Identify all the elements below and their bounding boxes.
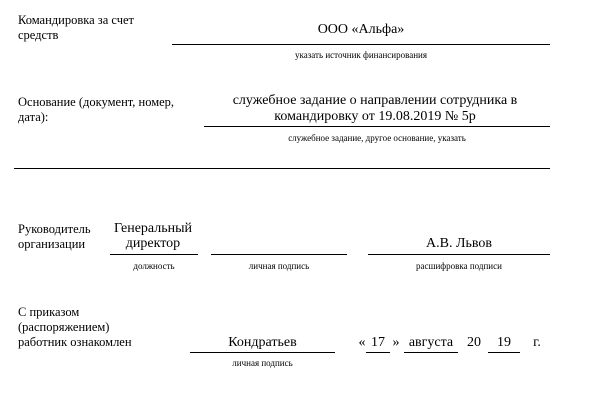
ack-signature-value: Кондратьев xyxy=(228,335,297,350)
basis-value-line2: командировку от 19.08.2019 № 5р xyxy=(274,109,476,124)
date-day-value: 17 xyxy=(371,335,385,350)
date-year-prefix: 20 xyxy=(467,335,481,350)
ack-label-line1: С приказом xyxy=(18,305,80,319)
head-label-line1: Руководитель xyxy=(18,222,91,236)
date-quote-close: » xyxy=(392,335,400,350)
basis-label-line1: Основание (документ, номер, xyxy=(18,95,175,109)
date-year-value: 19 xyxy=(497,335,511,350)
head-label-line2: организации xyxy=(18,237,86,251)
head-position-line xyxy=(110,254,198,255)
basis-hint: служебное задание, другое основание, указать xyxy=(288,133,466,143)
funding-source-line xyxy=(172,44,550,45)
head-signature-line xyxy=(211,254,347,255)
head-position-line2: директор xyxy=(125,236,181,251)
ack-label-line2: (распоряжением) xyxy=(18,320,110,334)
funding-label-line2: средств xyxy=(18,28,59,42)
head-name-hint: расшифровка подписи xyxy=(416,261,502,271)
date-year-unit: г. xyxy=(533,335,541,350)
basis-label-line2: дата): xyxy=(18,110,49,124)
funding-source-hint: указать источник финансирования xyxy=(295,50,427,60)
date-year-line xyxy=(488,352,520,353)
head-signature-hint: личная подпись xyxy=(248,261,310,271)
head-position-hint: должность xyxy=(133,261,175,271)
head-name-line xyxy=(368,254,550,255)
date-month-value: августа xyxy=(408,335,454,350)
funding-label-line1: Командировка за счет xyxy=(18,13,135,27)
basis-value-line1: служебное задание о направлении сотрудника в xyxy=(232,93,518,108)
funding-source-value: ООО «Альфа» xyxy=(317,22,405,37)
ack-signature-line xyxy=(190,352,335,353)
basis-extra-line xyxy=(14,168,550,169)
head-name-value: А.В. Львов xyxy=(426,236,492,251)
ack-signature-hint: личная подпись xyxy=(232,358,293,368)
date-quote-open: « xyxy=(358,335,366,350)
ack-label-line3: работник ознакомлен xyxy=(18,335,132,349)
date-month-line xyxy=(404,352,458,353)
basis-value-line xyxy=(204,126,550,127)
head-position-line1: Генеральный xyxy=(113,221,193,236)
date-day-line xyxy=(366,352,390,353)
